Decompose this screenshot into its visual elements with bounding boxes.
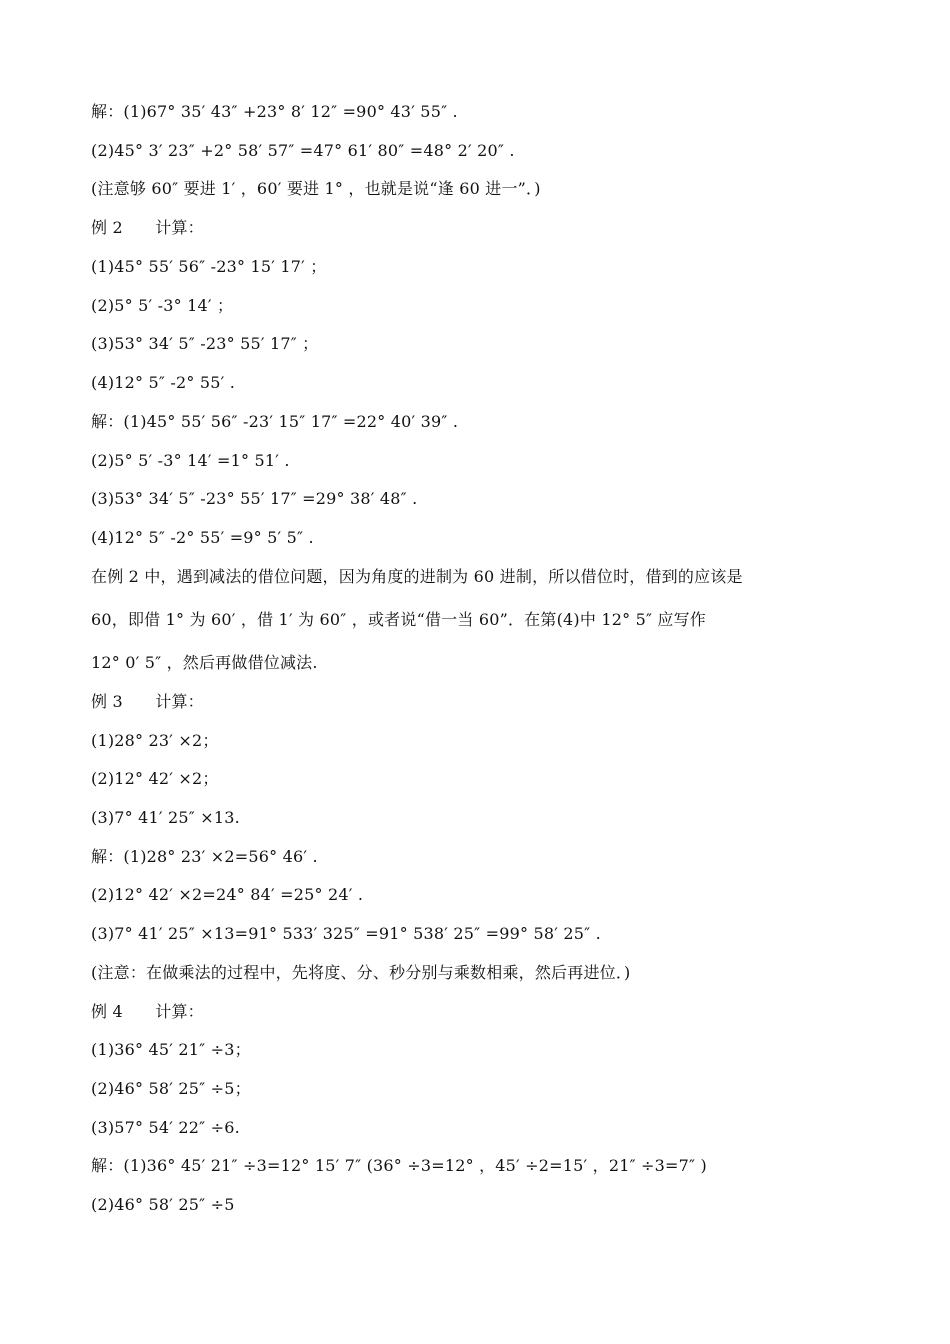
line-11: (3)53° 34′ 5″ -23° 55′ 17″ =29° 38′ 48″ . [91, 489, 418, 508]
line-12: (4)12° 5″ -2° 55′ =9° 5′ 5″ . [91, 528, 314, 547]
line-24: 例 4 计算： [91, 1002, 204, 1021]
line-18: (2)12° 42′ ×2； [91, 769, 219, 788]
line-5: (1)45° 55′ 56″ -23° 15′ 17′ ； [91, 257, 327, 276]
line-29: (2)46° 58′ 25″ ÷5 [91, 1195, 235, 1214]
line-21: (2)12° 42′ ×2=24° 84′ =25° 24′ . [91, 885, 364, 904]
line-6: (2)5° 5′ -3° 14′ ； [91, 296, 234, 315]
line-17: (1)28° 23′ ×2； [91, 731, 219, 750]
line-13: 在例 2 中，遇到减法的借位问题，因为角度的进制为 60 进制，所以借位时，借到的应该是 [91, 567, 743, 586]
line-19: (3)7° 41′ 25″ ×13. [91, 808, 240, 827]
line-8: (4)12° 5″ -2° 55′ . [91, 373, 235, 392]
line-20: 解：(1)28° 23′ ×2=56° 46′ . [91, 847, 318, 866]
line-14: 60，即借 1° 为 60′ ，借 1′ 为 60″ ，或者说“借一当 60”．在第(4)中 12° 5″ 应写作 [91, 610, 707, 629]
line-1: 解：(1)67° 35′ 43″ +23° 8′ 12″ =90° 43′ 55″ . [91, 102, 458, 121]
line-23: (注意：在做乘法的过程中，先将度、分、秒分别与乘数相乘，然后再进位．) [91, 963, 631, 982]
line-9: 解：(1)45° 55′ 56″ -23′ 15″ 17″ =22° 40′ 39″ . [91, 412, 459, 431]
line-2: (2)45° 3′ 23″ +2° 58′ 57″ =47° 61′ 80″ =48° 2′ 20″ . [91, 141, 515, 160]
line-15: 12° 0′ 5″ ，然后再做借位减法. [91, 653, 318, 672]
line-28: 解：(1)36° 45′ 21″ ÷3=12° 15′ 7″ (36° ÷3=12° ，45′ ÷2=15′ ，21″ ÷3=7″ ) [91, 1156, 707, 1175]
line-25: (1)36° 45′ 21″ ÷3； [91, 1040, 251, 1059]
line-26: (2)46° 58′ 25″ ÷5； [91, 1079, 251, 1098]
line-10: (2)5° 5′ -3° 14′ =1° 51′ . [91, 451, 290, 470]
line-16: 例 3 计算： [91, 692, 204, 711]
line-27: (3)57° 54′ 22″ ÷6. [91, 1118, 240, 1137]
line-7: (3)53° 34′ 5″ -23° 55′ 17″ ； [91, 334, 319, 353]
line-4: 例 2 计算： [91, 218, 204, 237]
line-22: (3)7° 41′ 25″ ×13=91° 533′ 325″ =91° 538′ 25″ =99° 58′ 25″ . [91, 924, 601, 943]
line-3: (注意够 60″ 要进 1′ ，60′ 要进 1° ，也就是说“逢 60 进一”．) [91, 179, 541, 198]
